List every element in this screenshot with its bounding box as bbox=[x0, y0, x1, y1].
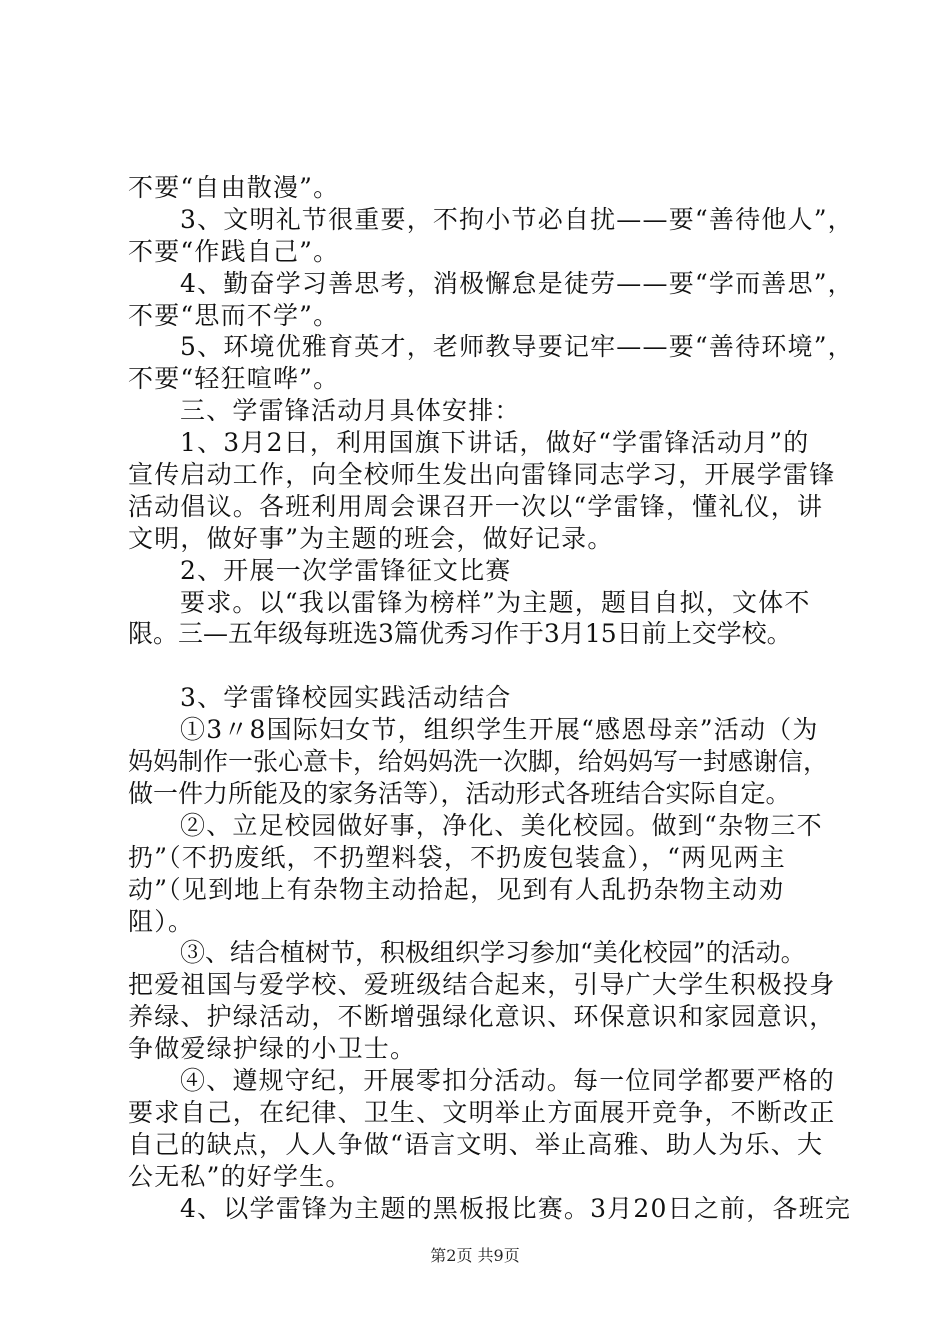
text-line: 4、以学雷锋为主题的黑板报比赛。3月20日之前，各班完 bbox=[180, 1193, 852, 1223]
text-line: ③、结合植树节，积极组织学习参加“美化校园”的活动。 bbox=[180, 938, 806, 968]
text-line: 自己的缺点，人人争做“语言文明、举止高雅、助人为乐、大 bbox=[128, 1129, 824, 1159]
text-line: 养绿、护绿活动，不断增强绿化意识、环保意识和家园意识， bbox=[128, 1002, 836, 1032]
text-line: 3、文明礼节很重要，不拘小节必自扰——要“善待他人”， bbox=[180, 204, 854, 234]
text-line: 把爱祖国与爱学校、爱班级结合起来，引导广大学生积极投身 bbox=[128, 970, 836, 1000]
section-heading: 三、学雷锋活动月具体安排： bbox=[180, 396, 521, 426]
text-line: 不要“思而不学”。 bbox=[128, 300, 340, 330]
text-line: 1、3月2日，利用国旗下讲话，做好“学雷锋活动月”的 bbox=[180, 428, 810, 458]
text-line: ①3〃8国际妇女节，组织学生开展“感恩母亲”活动（为 bbox=[180, 715, 819, 745]
text-line: 4、勤奋学习善思考，消极懈怠是徒劳——要“学而善思”， bbox=[180, 268, 854, 298]
text-line: 活动倡议。各班利用周会课召开一次以“学雷锋，懂礼仪，讲 bbox=[128, 491, 824, 521]
text-line: 要求。以“我以雷锋为榜样”为主题，题目自拟，文体不 bbox=[180, 587, 811, 617]
text-line: ②、立足校园做好事，净化、美化校园。做到“杂物三不 bbox=[180, 810, 823, 840]
text-line: 宣传启动工作，向全校师生发出向雷锋同志学习，开展学雷锋 bbox=[128, 460, 836, 490]
text-line: 不要“作践自己”。 bbox=[128, 236, 340, 266]
text-line: 阻）。 bbox=[128, 906, 195, 936]
document-body bbox=[128, 172, 854, 1225]
text-line: 做一件力所能及的家务活等），活动形式各班结合实际自定。 bbox=[128, 779, 791, 809]
text-line: 3、学雷锋校园实践活动结合 bbox=[180, 683, 512, 713]
text-line: 妈妈制作一张心意卡，给妈妈洗一次脚，给妈妈写一封感谢信， bbox=[128, 747, 829, 777]
text-line: 不要“轻狂喧哗”。 bbox=[128, 364, 340, 394]
text-line: ④、遵规守纪，开展零扣分活动。每一位同学都要严格的 bbox=[180, 1066, 836, 1096]
paragraph-gap bbox=[128, 650, 843, 682]
text-line: 公无私”的好学生。 bbox=[128, 1161, 352, 1191]
text-line: 2、开展一次学雷锋征文比赛 bbox=[180, 555, 512, 585]
text-line: 限。三—五年级每班选3篇优秀习作于3月15日前上交学校。 bbox=[128, 619, 792, 649]
text-line: 扔”（不扔废纸，不扔塑料袋，不扔废包装盒），“两见两主 bbox=[128, 842, 786, 872]
text-line: 要求自己，在纪律、卫生、文明举止方面展开竞争，不断改正 bbox=[128, 1097, 836, 1127]
text-line: 不要“自由散漫”。 bbox=[128, 173, 340, 202]
text-line: 争做爱绿护绿的小卫士。 bbox=[128, 1034, 417, 1064]
page-number-footer: 第2页 共9页 bbox=[430, 1246, 520, 1265]
text-line: 文明，做好事”为主题的班会，做好记录。 bbox=[128, 523, 614, 553]
text-line: 5、环境优雅育英才，老师教导要记牢——要“善待环境”， bbox=[180, 332, 854, 362]
text-line: 动”（见到地上有杂物主动拾起，见到有人乱扔杂物主动劝 bbox=[128, 874, 785, 904]
